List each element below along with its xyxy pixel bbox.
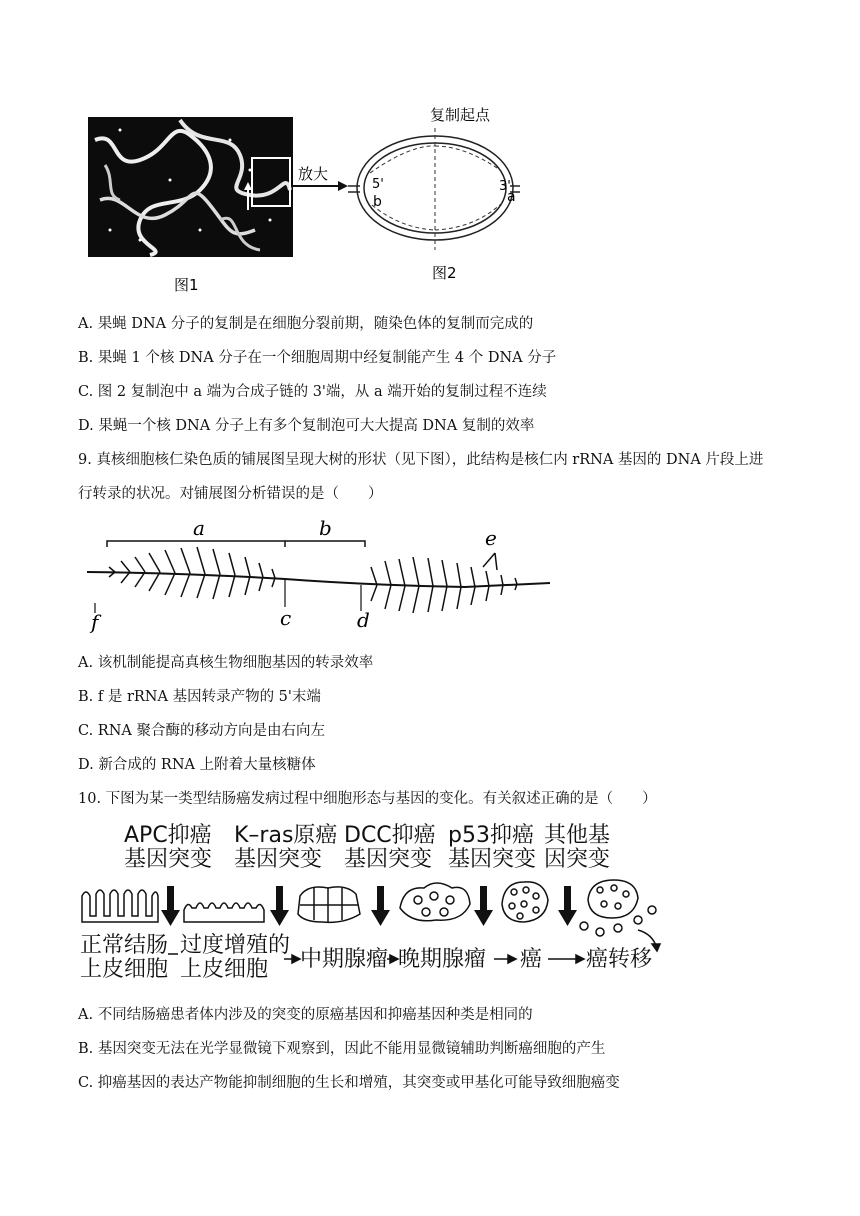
mutation-3-line1: DCC抑癌 [344,823,436,848]
q8-option-c: C. 图 2 复制泡中 a 端为合成子链的 3'端，从 a 端开始的复制过程不连续 [78,384,547,400]
label-3prime: 3' [499,179,511,194]
stage6-label: 癌转移 [586,947,653,972]
stage1-line2: 上皮细胞 [80,957,169,982]
mutation-2-line2: 基因突变 [234,847,323,872]
q9-option-a: A. 该机制能提高真核生物细胞基因的转录效率 [78,655,374,671]
q10-option-a: A. 不同结肠癌患者体内涉及的突变的原癌基因和抑癌基因种类是相同的 [78,1007,533,1023]
enlarge-label: 放大 [298,165,329,183]
label-c: c [280,606,292,630]
fig1-micrograph [88,117,293,257]
q9-option-d: D. 新合成的 RNA 上附着大量核糖体 [78,757,316,773]
mutation-2-line1: K–ras原癌 [234,823,338,848]
fig2-title: 复制起点 [430,106,491,124]
q9-option-c: C. RNA 聚合酶的移动方向是由右向左 [78,723,325,739]
mutation-3-line2: 基因突变 [344,847,433,872]
fig2-caption: 图2 [432,264,457,282]
stage2-line2: 上皮细胞 [180,957,269,982]
mutation-1-line1: APC抑癌 [124,823,212,848]
q8-option-b: B. 果蝇 1 个核 DNA 分子在一个细胞周期中经复制能产生 4 个 DNA 分子 [78,350,557,366]
q9-stem-line1: 9. 真核细胞核仁染色质的铺展图呈现大树的形状（见下图），此结构是核仁内 rRNA 基因的 DNA 片段上进 [78,452,764,468]
label-b: b [319,516,332,540]
label-a: a [193,516,205,540]
mutation-1-line2: 基因突变 [124,847,213,872]
mutation-4-line1: p53抑癌 [448,823,534,848]
chromatin-spread-figure [85,515,565,635]
q8-option-d: D. 果蝇一个核 DNA 分子上有多个复制泡可大大提高 DNA 复制的效率 [78,418,535,434]
label-b: b [373,194,382,210]
label-d: d [357,608,370,632]
fig1-caption: 图1 [174,276,199,294]
stage5-label: 癌 [520,947,543,972]
stage1-line1: 正常结肠 [80,933,169,958]
transcription-unit-right [371,553,517,613]
mutation-5-line1: 其他基 [544,823,611,848]
label-a: a [507,189,516,205]
colon-cancer-progression-figure [78,818,678,993]
q8-option-a: A. 果蝇 DNA 分子的复制是在细胞分裂前期，随染色体的复制而完成的 [78,316,534,332]
stage4-label: 晚期腺瘤 [398,947,487,972]
q10-stem: 10. 下图为某一类型结肠癌发病过程中细胞形态与基因的变化。有关叙述正确的是（ ） [78,791,657,807]
label-e: e [485,526,497,550]
stage3-label: 中期腺瘤 [300,947,389,972]
q10-option-b: B. 基因突变无法在光学显微镜下观察到，因此不能用显微镜辅助判断癌细胞的产生 [78,1041,606,1057]
q9-option-b: B. f 是 rRNA 基因转录产物的 5'末端 [78,689,321,705]
mutation-5-line2: 因突变 [544,847,611,872]
q9-stem-line2: 行转录的状况。对铺展图分析错误的是（ ） [78,486,383,502]
label-f: f [91,610,99,634]
q10-option-c: C. 抑癌基因的表达产物能抑制细胞的生长和增殖，其突变或甲基化可能导致细胞癌变 [78,1075,620,1091]
mutation-4-line2: 基因突变 [448,847,537,872]
stage2-line1: 过度增殖的 [180,933,291,958]
dna-replication-figure [80,100,520,300]
label-5prime: 5' [372,177,384,192]
